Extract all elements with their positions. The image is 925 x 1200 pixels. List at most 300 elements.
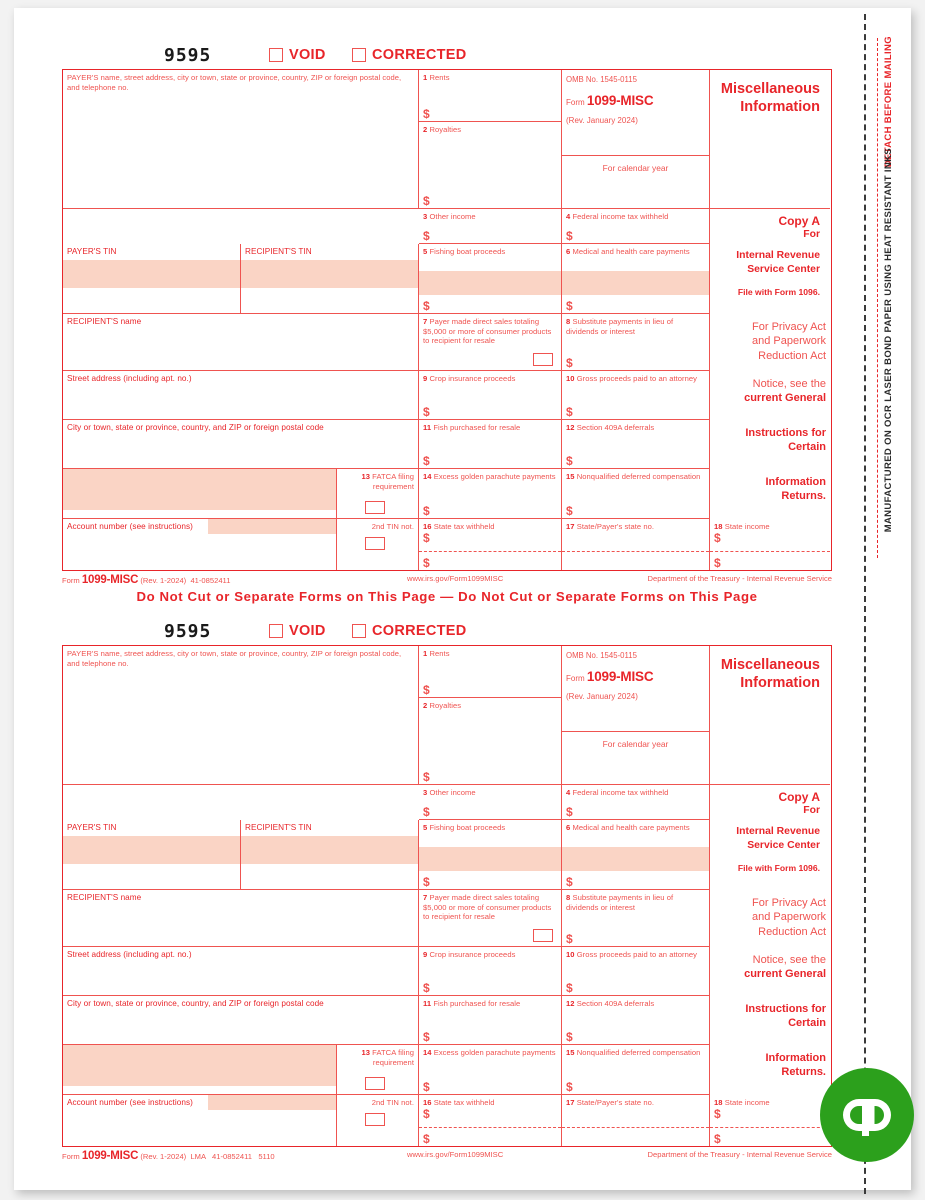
box-10-label: Gross proceeds paid to an attorney (576, 374, 698, 383)
box-6-number: 6 (566, 247, 571, 256)
box-1-2-column-2 (419, 646, 562, 785)
blank-shade-2 (63, 1045, 337, 1086)
payer-info-spacer (63, 209, 419, 244)
box-10-dollar-sign-2: $ (566, 981, 573, 995)
box-10-dollar-sign: $ (566, 405, 573, 419)
box-4-federal-tax-withheld-2[interactable] (562, 785, 710, 820)
privacy-line-7-2: Certain (788, 1017, 826, 1030)
footer-revision: (Rev. 1-2024) (140, 576, 187, 585)
box-3-label: Other income (429, 212, 476, 221)
box-5-label-2: Fishing boat proceeds (429, 823, 506, 832)
form-revision-2: (Rev. January 2024) (566, 692, 638, 701)
form-title-block (710, 70, 830, 209)
box-6-number-2: 6 (566, 823, 571, 832)
box-4-federal-tax-withheld[interactable] (562, 209, 710, 244)
account-number-field-2[interactable] (63, 1095, 337, 1146)
privacy-block-part2 (710, 371, 830, 420)
box-8-substitute-payments-2[interactable] (562, 890, 710, 947)
box-2-dollar-sign: $ (423, 194, 430, 208)
recipient-tin-field[interactable] (241, 244, 419, 314)
box-6-medical-payments[interactable] (562, 244, 710, 314)
box-12-number-2: 12 (566, 999, 575, 1008)
box-16-state-tax-2[interactable] (419, 1095, 562, 1146)
box-12-label-2: Section 409A deferrals (576, 999, 655, 1008)
box-2-number-2: 2 (423, 701, 428, 710)
privacy-line-6-2: Instructions for (745, 1003, 826, 1015)
account-number-label-2: Account number (see instructions) (67, 1098, 193, 1107)
box-16-state-tax[interactable] (419, 519, 562, 570)
box-13-fatca[interactable] (337, 469, 419, 519)
omb-form-identity-block (562, 70, 710, 156)
box-9-crop-insurance[interactable] (419, 371, 562, 420)
account-number-shade (208, 519, 337, 534)
void-checkbox[interactable] (269, 48, 283, 62)
payer-info-label: PAYER'S name, street address, city or town, state or province, country, ZIP or foreign postal code, and telephone no. (67, 73, 402, 92)
title-line-2: Information (740, 98, 820, 115)
box-12-label: Section 409A deferrals (576, 423, 655, 432)
box-1-dollar-sign: $ (423, 107, 430, 121)
box-15-nonqualified-deferred-2[interactable] (562, 1045, 710, 1095)
box-2-label-2: Royalties (429, 701, 462, 710)
privacy-line-1: For Privacy Act (752, 321, 826, 333)
box-16-dashed-separator (419, 551, 561, 552)
footer-revision-2: (Rev. 1-2024) (140, 1152, 187, 1161)
grid-row-tin-2 (63, 820, 831, 890)
privacy-line-4-2: Notice, see the (752, 954, 826, 966)
form-number-2: 1099-MISC (586, 669, 654, 684)
file-with-1096: File with Form 1096. (737, 287, 820, 298)
perforation-dashed-line (864, 14, 866, 1194)
box-16-label-2: State tax withheld (433, 1098, 495, 1107)
second-tin-checkbox-2[interactable] (365, 1113, 385, 1126)
box-6-shade (562, 271, 710, 295)
box-17-dashed-separator-2 (562, 1127, 709, 1128)
box-18-dashed-separator-2 (710, 1127, 830, 1128)
box-15-dollar-sign: $ (566, 504, 573, 518)
payer-info-field-2[interactable] (63, 646, 419, 785)
box-15-nonqualified-deferred[interactable] (562, 469, 710, 519)
box-14-dollar-sign: $ (423, 504, 430, 518)
box-11-dollar-sign-2: $ (423, 1030, 430, 1044)
box-8-substitute-payments[interactable] (562, 314, 710, 371)
box-1-label: Rents (429, 73, 450, 82)
privacy-block-part2-2 (710, 947, 830, 996)
payer-tin-label-2: PAYER'S TIN (67, 823, 117, 832)
grid-row-recipient-name-2 (63, 890, 831, 947)
grid-row-street (63, 371, 831, 420)
qb-glyph-icon (837, 1085, 897, 1145)
box-18-label-2: State income (724, 1098, 770, 1107)
account-number-field[interactable] (63, 519, 337, 570)
grid-row-tin (63, 244, 831, 314)
box-11-label: Fish purchased for resale (433, 423, 521, 432)
box-6-dollar-sign-2: $ (566, 875, 573, 889)
grid-row-top (63, 70, 831, 209)
box-10-attorney-proceeds-2[interactable] (562, 947, 710, 996)
box-12-dollar-sign: $ (566, 454, 573, 468)
box-13-checkbox[interactable] (365, 501, 385, 514)
payer-tin-label: PAYER'S TIN (67, 247, 117, 256)
irs-line-2: Service Center (747, 263, 820, 275)
box-11-fish-purchased[interactable] (419, 420, 562, 469)
grid-row-recipient-name (63, 314, 831, 371)
box-8-dollar-sign: $ (566, 356, 573, 370)
void-checkbox-group[interactable] (269, 47, 326, 63)
title-line-2-2: Information (740, 674, 820, 691)
corrected-checkbox[interactable] (352, 48, 366, 62)
form-1099-misc-copy-1 (62, 46, 832, 604)
payer-tin-field-2[interactable] (63, 820, 241, 890)
box-13-checkbox-2[interactable] (365, 1077, 385, 1090)
footer-form-number: 1099-MISC (81, 574, 139, 586)
footer-part-code: 5110 (258, 1152, 275, 1161)
box-4-label-2: Federal income tax withheld (572, 788, 669, 797)
title-line-1-2: Miscellaneous (720, 657, 820, 673)
corrected-label-2: CORRECTED (372, 623, 467, 639)
footer-form-word-2: Form (62, 1152, 80, 1161)
box-17-label-2: State/Payer's state no. (576, 1098, 655, 1107)
recipient-tin-label: RECIPIENT'S TIN (245, 247, 312, 256)
box-7-number-2: 7 (423, 893, 428, 902)
second-tin-label: 2nd TIN not. (371, 522, 414, 531)
box-9-dollar-sign-2: $ (423, 981, 430, 995)
box-3-number-2: 3 (423, 788, 428, 797)
box-14-label: Excess golden parachute payments (433, 472, 556, 481)
box-13-label-2: FATCA filing requirement (372, 1048, 414, 1067)
box-6-shade-2 (562, 847, 710, 871)
box-10-number-2: 10 (566, 950, 575, 959)
box-9-label-2: Crop insurance proceeds (429, 950, 516, 959)
box-2-royalties[interactable] (419, 122, 562, 209)
city-field-2[interactable] (63, 996, 419, 1045)
box-6-label: Medical and health care payments (572, 247, 690, 256)
box-18-number: 18 (714, 522, 723, 531)
copy-for-label-2: For (803, 805, 820, 817)
privacy-block-part4-2 (710, 1045, 830, 1095)
void-label: VOID (289, 47, 326, 63)
footer-url[interactable]: www.irs.gov/Form1099MISC (407, 574, 504, 583)
form-title-block-2 (710, 646, 830, 785)
city-label-2: City or town, state or province, country, and ZIP or foreign postal code (67, 999, 324, 1008)
box-14-label-2: Excess golden parachute payments (433, 1048, 556, 1057)
form-word-2: Form (566, 674, 585, 683)
box-5-fishing-boat[interactable] (419, 244, 562, 314)
privacy-line-9-2: Returns. (781, 1066, 826, 1079)
form-footer-2 (62, 1148, 832, 1164)
box-16-dollar-2: $ (423, 556, 430, 570)
box-8-number-2: 8 (566, 893, 571, 902)
footer-ein: 41-0852411 (190, 576, 231, 585)
grid-row-13-15 (63, 469, 831, 519)
payer-tin-field[interactable] (63, 244, 241, 314)
box-17-label: State/Payer's state no. (576, 522, 655, 531)
box-14-number: 14 (423, 472, 432, 481)
box-1-rents[interactable] (419, 70, 562, 122)
corrected-checkbox-2[interactable] (352, 624, 366, 638)
account-number-shade-2 (208, 1095, 337, 1110)
recipient-name-field[interactable] (63, 314, 419, 371)
box-15-number-2: 15 (566, 1048, 575, 1057)
box-16-dollar-1-2: $ (423, 1107, 430, 1121)
title-line-1: Miscellaneous (720, 81, 820, 97)
box-11-label-2: Fish purchased for resale (433, 999, 521, 1008)
file-with-1096-2: File with Form 1096. (737, 863, 820, 874)
privacy-block-part4 (710, 469, 830, 519)
privacy-line-7: Certain (788, 441, 826, 454)
box-3-number: 3 (423, 212, 428, 221)
box-14-golden-parachute[interactable] (419, 469, 562, 519)
box-2-label: Royalties (429, 125, 462, 134)
box-10-label-2: Gross proceeds paid to an attorney (576, 950, 698, 959)
form-header-row-2 (62, 622, 832, 645)
box-11-dollar-sign: $ (423, 454, 430, 468)
detach-before-mailing-text: DETACH BEFORE MAILING (883, 36, 894, 168)
privacy-line-5-2: current General (744, 968, 826, 981)
irs-line-2-2: Service Center (747, 839, 820, 851)
footer-url-2[interactable]: www.irs.gov/Form1099MISC (407, 1150, 504, 1159)
corrected-label: CORRECTED (372, 47, 467, 63)
box-17-number: 17 (566, 522, 575, 531)
box-15-dollar-sign-2: $ (566, 1080, 573, 1094)
box-5-label: Fishing boat proceeds (429, 247, 506, 256)
box-16-label: State tax withheld (433, 522, 495, 531)
box-18-label: State income (724, 522, 770, 531)
box-5-shade-2 (419, 847, 562, 871)
grid-row-16-18-2 (63, 1095, 831, 1146)
form-footer-1 (62, 572, 832, 588)
grid-row-3-4 (63, 209, 831, 244)
omb-column (562, 70, 710, 209)
form-grid-2 (62, 645, 832, 1147)
box-1-number-2: 1 (423, 649, 428, 658)
box-14-golden-parachute-2[interactable] (419, 1045, 562, 1095)
form-header-row (62, 46, 832, 69)
second-tin-notice[interactable] (337, 519, 419, 570)
payer-info-label-2: PAYER'S name, street address, city or town, state or province, country, ZIP or foreign postal code, and telephone no. (67, 649, 402, 668)
detach-margin-strip (850, 8, 910, 1190)
box-13-label: FATCA filing requirement (372, 472, 414, 491)
form-1099-misc-copy-2 (62, 622, 832, 1164)
box-16-number: 16 (423, 522, 432, 531)
recipient-tin-field-2[interactable] (241, 820, 419, 890)
box-2-number: 2 (423, 125, 428, 134)
box-3-other-income-2[interactable] (419, 785, 562, 820)
privacy-line-3: Reduction Act (758, 349, 826, 362)
box-5-shade (419, 271, 562, 295)
box-15-number: 15 (566, 472, 575, 481)
recipient-name-field-2[interactable] (63, 890, 419, 947)
box-4-number-2: 4 (566, 788, 571, 797)
box-7-checkbox-2[interactable] (533, 929, 553, 942)
recipient-tin-shade-2 (241, 836, 419, 864)
box-5-fishing-boat-2[interactable] (419, 820, 562, 890)
box-6-dollar-sign: $ (566, 299, 573, 313)
second-tin-checkbox[interactable] (365, 537, 385, 550)
box-18-dollar-1: $ (714, 531, 721, 545)
box-18-state-income-2[interactable] (710, 1095, 830, 1146)
box-7-direct-sales[interactable] (419, 314, 562, 371)
copy-a-label-2: Copy A (778, 790, 820, 804)
box-1-label-2: Rents (429, 649, 450, 658)
blank-shaded-field-2 (63, 1045, 337, 1095)
privacy-block-part1 (710, 314, 830, 371)
box-16-dashed-separator-2 (419, 1127, 561, 1128)
footer-department-2: Department of the Treasury - Internal Revenue Service (647, 1150, 832, 1159)
catalog-number: 9595 (164, 45, 212, 66)
city-label: City or town, state or province, country, and ZIP or foreign postal code (67, 423, 324, 432)
box-7-number: 7 (423, 317, 428, 326)
omb-number: OMB No. 1545-0115 (566, 75, 637, 84)
box-5-dollar-sign-2: $ (423, 875, 430, 889)
box-12-section-409a[interactable] (562, 420, 710, 469)
copy-for-label: For (803, 229, 820, 241)
grid-row-city (63, 420, 831, 469)
corrected-checkbox-group-2[interactable] (352, 623, 467, 639)
box-13-number: 13 (361, 472, 370, 481)
box-18-dollar-1-2: $ (714, 1107, 721, 1121)
box-4-label: Federal income tax withheld (572, 212, 669, 221)
box-4-dollar-sign-2: $ (566, 805, 573, 819)
box-12-number: 12 (566, 423, 575, 432)
omb-form-identity-block-2 (562, 646, 710, 732)
footer-form-number-2: 1099-MISC (81, 1150, 139, 1162)
box-3-other-income[interactable] (419, 209, 562, 244)
box-17-state-payer-no[interactable] (562, 519, 710, 570)
box-1-dollar-sign-2: $ (423, 683, 430, 697)
privacy-line-5: current General (744, 392, 826, 405)
box-11-fish-purchased-2[interactable] (419, 996, 562, 1045)
irs-line-1: Internal Revenue (736, 250, 820, 261)
box-15-label-2: Nonqualified deferred compensation (576, 1048, 701, 1057)
privacy-line-2-2: and Paperwork (752, 911, 826, 924)
box-1-rents-2[interactable] (419, 646, 562, 698)
box-3-dollar-sign-2: $ (423, 805, 430, 819)
grid-row-top-2 (63, 646, 831, 785)
box-6-medical-payments-2[interactable] (562, 820, 710, 890)
copy-a-label: Copy A (778, 214, 820, 228)
void-label-2: VOID (289, 623, 326, 639)
box-12-section-409a-2[interactable] (562, 996, 710, 1045)
privacy-line-6: Instructions for (745, 427, 826, 439)
box-3-label-2: Other income (429, 788, 476, 797)
box-6-label-2: Medical and health care payments (572, 823, 690, 832)
recipient-tin-label-2: RECIPIENT'S TIN (245, 823, 312, 832)
calendar-year-label: For calendar year (602, 163, 669, 173)
privacy-block-part3 (710, 420, 830, 469)
calendar-year-label-2: For calendar year (602, 739, 669, 749)
quickbooks-logo (820, 1068, 914, 1162)
calendar-year-field-2[interactable] (562, 732, 710, 785)
privacy-block-part1-2 (710, 890, 830, 947)
void-checkbox-group-2[interactable] (269, 623, 326, 639)
street-address-field-2[interactable] (63, 947, 419, 996)
box-10-number: 10 (566, 374, 575, 383)
street-address-field[interactable] (63, 371, 419, 420)
box-12-dollar-sign-2: $ (566, 1030, 573, 1044)
grid-row-street-2 (63, 947, 831, 996)
privacy-line-1-2: For Privacy Act (752, 897, 826, 909)
footer-department: Department of the Treasury - Internal Revenue Service (647, 574, 832, 583)
box-5-number-2: 5 (423, 823, 428, 832)
privacy-line-8: Information (765, 476, 826, 488)
box-17-dashed-separator (562, 551, 709, 552)
box-17-state-payer-no-2[interactable] (562, 1095, 710, 1146)
second-tin-notice-2[interactable] (337, 1095, 419, 1146)
form-grid (62, 69, 832, 571)
void-checkbox-2[interactable] (269, 624, 283, 638)
box-18-state-income[interactable] (710, 519, 830, 570)
grid-row-city-2 (63, 996, 831, 1045)
form-word: Form (566, 98, 585, 107)
calendar-year-field[interactable] (562, 156, 710, 209)
box-9-dollar-sign: $ (423, 405, 430, 419)
recipient-tin-shade (241, 260, 419, 288)
box-10-attorney-proceeds[interactable] (562, 371, 710, 420)
copy-a-header-2 (710, 785, 830, 820)
irs-center-block (710, 244, 830, 314)
box-14-number-2: 14 (423, 1048, 432, 1057)
grid-row-13-15-2 (63, 1045, 831, 1095)
box-11-number: 11 (423, 423, 432, 432)
box-9-number-2: 9 (423, 950, 428, 959)
omb-number-2: OMB No. 1545-0115 (566, 651, 637, 660)
corrected-checkbox-group[interactable] (352, 47, 467, 63)
privacy-line-3-2: Reduction Act (758, 925, 826, 938)
recipient-name-label-2: RECIPIENT'S name (67, 893, 142, 902)
payer-info-field[interactable] (63, 70, 419, 209)
box-18-dashed-separator (710, 551, 830, 552)
box-2-royalties-2[interactable] (419, 698, 562, 785)
box-4-dollar-sign: $ (566, 229, 573, 243)
blank-shaded-field (63, 469, 337, 519)
footer-form-word: Form (62, 576, 80, 585)
payer-tin-shade (63, 260, 241, 288)
privacy-line-4: Notice, see the (752, 378, 826, 390)
box-18-dollar-2: $ (714, 556, 721, 570)
box-16-number-2: 16 (423, 1098, 432, 1107)
box-18-number-2: 18 (714, 1098, 723, 1107)
box-8-label: Substitute payments in lieu of dividends or interest (566, 317, 674, 336)
do-not-cut-notice-1: Do Not Cut or Separate Forms on This Page — Do Not Cut or Separate Forms on This Page (136, 589, 758, 604)
privacy-line-2: and Paperwork (752, 335, 826, 348)
privacy-block-part3-2 (710, 996, 830, 1045)
payer-tin-shade-2 (63, 836, 241, 864)
box-13-fatca-2[interactable] (337, 1045, 419, 1095)
box-7-label: Payer made direct sales totaling $5,000 or more of consumer products to recipient for resale (423, 317, 552, 346)
box-9-label: Crop insurance proceeds (429, 374, 516, 383)
footer-lma-code: LMA (190, 1152, 206, 1161)
box-8-dollar-sign-2: $ (566, 932, 573, 946)
city-field[interactable] (63, 420, 419, 469)
box-1-number: 1 (423, 73, 428, 82)
privacy-line-9: Returns. (781, 490, 826, 503)
copy-a-header (710, 209, 830, 244)
box-8-label-2: Substitute payments in lieu of dividends or interest (566, 893, 674, 912)
red-dashed-line (877, 38, 878, 558)
manufacturing-note-text: MANUFACTURED ON OCR LASER BOND PAPER USING HEAT RESISTANT INKS (883, 148, 894, 533)
box-8-number: 8 (566, 317, 571, 326)
blank-shade (63, 469, 337, 510)
box-9-crop-insurance-2[interactable] (419, 947, 562, 996)
box-4-number: 4 (566, 212, 571, 221)
box-5-number: 5 (423, 247, 428, 256)
box-11-number-2: 11 (423, 999, 432, 1008)
form-revision: (Rev. January 2024) (566, 116, 638, 125)
irs-center-block-2 (710, 820, 830, 890)
box-7-direct-sales-2[interactable] (419, 890, 562, 947)
box-7-checkbox[interactable] (533, 353, 553, 366)
footer-ein-2: 41-0852411 (212, 1152, 252, 1161)
